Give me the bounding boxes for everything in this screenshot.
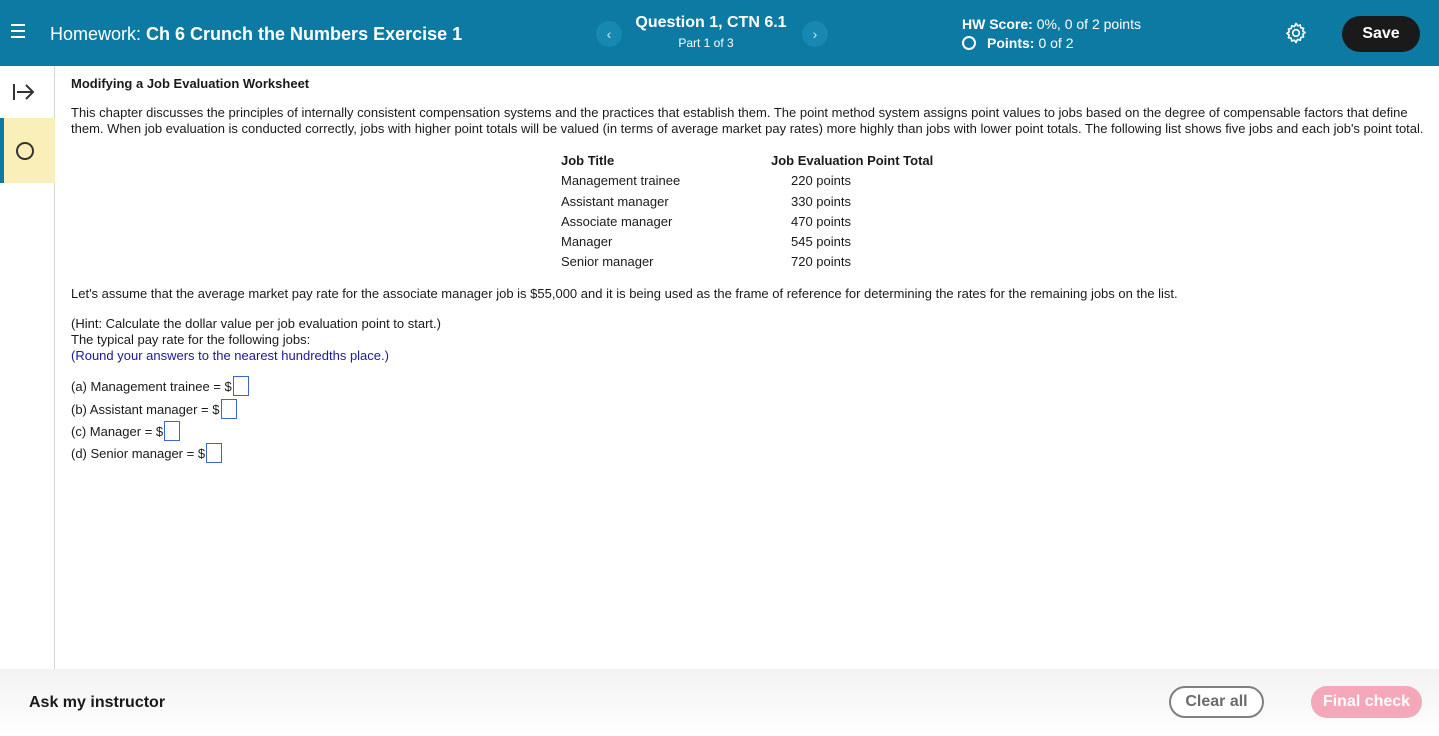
header-job-title: Job Title [561, 153, 615, 168]
hw-score-label: HW Score: [962, 16, 1033, 32]
answer-row-manager [71, 421, 180, 441]
question-points [962, 35, 1073, 51]
top-bar [0, 0, 1439, 66]
job-title-cell: Manager [561, 234, 613, 249]
footer-bar [0, 669, 1439, 736]
job-points-cell: 720 points [791, 254, 851, 269]
question-title: Question 1, CTN 6.1 [635, 14, 787, 31]
hamburger-menu-icon[interactable] [11, 24, 27, 42]
manager-input[interactable] [164, 421, 180, 441]
job-points-cell: 220 points [791, 173, 851, 188]
job-points-cell: 470 points [791, 214, 851, 229]
problem-title: Modifying a Job Evaluation Worksheet [71, 76, 310, 91]
previous-question-button[interactable]: ‹ [596, 21, 622, 47]
points-label: Points: [987, 35, 1035, 51]
question-part: Part 1 of 3 [678, 36, 734, 50]
management-trainee-input[interactable] [233, 376, 249, 396]
job-title-cell: Senior manager [561, 254, 654, 269]
job-title-cell: Management trainee [561, 173, 681, 188]
ask-instructor-link[interactable]: Ask my instructor [29, 694, 166, 711]
header-point-total: Job Evaluation Point Total [771, 153, 934, 168]
left-rail [0, 66, 55, 669]
hint-text: (Hint: Calculate the dollar value per job evaluation point to start.) [71, 316, 441, 331]
answer-label: (a) Management trainee = $ [71, 378, 232, 394]
answer-row-senior-manager [71, 443, 222, 463]
rounding-instruction: (Round your answers to the nearest hundredths place.) [71, 348, 389, 363]
answer-row-management-trainee [71, 376, 249, 396]
gear-icon[interactable] [1284, 21, 1308, 45]
intro-line-1: This chapter discusses the principles of internally consistent compensation systems and the practices that establish them. The point method system assigns point values to jobs based on the degree of compensable factors that define [71, 105, 1408, 120]
answer-label: (d) Senior manager = $ [71, 445, 206, 461]
final-check-button[interactable]: Final check [1311, 686, 1422, 718]
homework-name: Ch 6 Crunch the Numbers Exercise 1 [146, 24, 463, 44]
job-title-cell: Associate manager [561, 214, 673, 229]
points-value: 0 of 2 [1038, 35, 1074, 51]
circle-status-icon [16, 142, 34, 160]
save-button[interactable]: Save [1342, 16, 1420, 52]
job-points-cell: 330 points [791, 194, 851, 209]
rail-question-item[interactable] [0, 118, 55, 183]
clear-all-button[interactable]: Clear all [1169, 686, 1264, 718]
hw-score-value: 0%, 0 of 2 points [1036, 16, 1141, 32]
next-question-button[interactable]: › [802, 21, 828, 47]
assumption-text: Let's assume that the average market pay rate for the associate manager job is $55,000 and it is being used as the frame of reference for determining the rates for the remaining jobs on the list. [71, 286, 1178, 301]
points-circle-icon [962, 36, 976, 50]
answer-row-assistant-manager [71, 399, 237, 419]
job-title-cell: Assistant manager [561, 194, 669, 209]
homework-title [50, 24, 462, 45]
hw-score [962, 16, 1141, 32]
answer-label: (c) Manager = $ [71, 423, 164, 439]
typical-pay-text: The typical pay rate for the following jobs: [71, 332, 311, 347]
senior-manager-input[interactable] [206, 443, 222, 463]
intro-line-2: them. When job evaluation is conducted correctly, jobs with higher point totals will be valued (in terms of average market pay rates) more highly than jobs with lower point totals. The following list shows five jobs and each job's point total. [71, 121, 1424, 136]
homework-prefix: Homework: [50, 24, 142, 44]
assistant-manager-input[interactable] [221, 399, 237, 419]
problem-intro [71, 105, 1431, 137]
expand-arrow-icon[interactable] [12, 80, 36, 104]
job-points-cell: 545 points [791, 234, 851, 249]
answer-label: (b) Assistant manager = $ [71, 401, 220, 417]
